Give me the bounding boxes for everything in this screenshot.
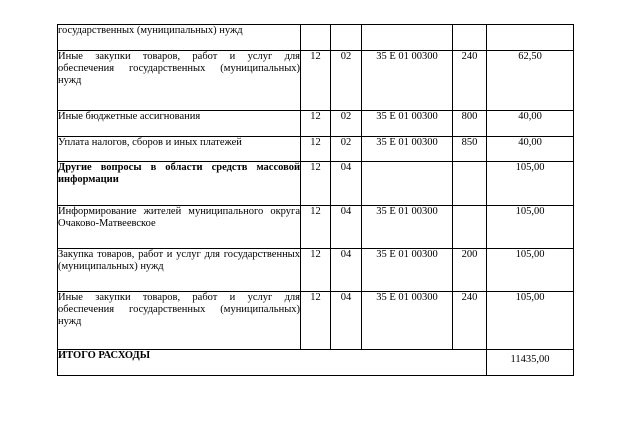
- budget-table: [57, 24, 574, 376]
- row-razdel: 12: [301, 206, 331, 249]
- row-sum: 62,50: [487, 51, 574, 111]
- row-tsr: 35 Е 01 00300: [362, 51, 453, 111]
- row-sum: 105,00: [487, 249, 574, 292]
- row-podrazdel: 02: [331, 111, 362, 137]
- table-row: [58, 292, 574, 350]
- total-sum: 11435,00: [487, 350, 574, 376]
- table-body: [58, 25, 574, 376]
- row-name: Иные бюджетные ассигнования: [58, 111, 301, 137]
- row-tsr: 35 Е 01 00300: [362, 292, 453, 350]
- row-tsr: 35 Е 01 00300: [362, 111, 453, 137]
- total-row: [58, 350, 574, 376]
- row-razdel: [301, 25, 331, 51]
- row-podrazdel: 04: [331, 206, 362, 249]
- row-tsr: 35 Е 01 00300: [362, 249, 453, 292]
- row-sum: 105,00: [487, 292, 574, 350]
- row-sum: 40,00: [487, 111, 574, 137]
- row-vr: 850: [453, 137, 487, 162]
- row-razdel: 12: [301, 137, 331, 162]
- row-name: Уплата налогов, сборов и иных платежей: [58, 137, 301, 162]
- row-razdel: 12: [301, 292, 331, 350]
- row-sum: 105,00: [487, 162, 574, 206]
- row-tsr: [362, 25, 453, 51]
- table-row: [58, 206, 574, 249]
- table-row: [58, 162, 574, 206]
- row-tsr: [362, 162, 453, 206]
- row-razdel: 12: [301, 51, 331, 111]
- total-label: ИТОГО РАСХОДЫ: [58, 350, 487, 376]
- row-podrazdel: 02: [331, 137, 362, 162]
- row-razdel: 12: [301, 249, 331, 292]
- row-sum: 105,00: [487, 206, 574, 249]
- row-name: Закупка товаров, работ и услуг для государственных (муниципальных) нужд: [58, 249, 301, 292]
- row-tsr: 35 Е 01 00300: [362, 206, 453, 249]
- row-name: Информирование жителей муниципального округа Очаково-Матвеевское: [58, 206, 301, 249]
- row-podrazdel: 04: [331, 249, 362, 292]
- row-podrazdel: 02: [331, 51, 362, 111]
- row-name: Иные закупки товаров, работ и услуг для обеспечения государственных (муниципальных) нужд: [58, 292, 301, 350]
- row-vr: [453, 162, 487, 206]
- row-name: Другие вопросы в области средств массовой информации: [58, 162, 301, 206]
- row-vr: 800: [453, 111, 487, 137]
- row-name: Иные закупки товаров, работ и услуг для обеспечения государственных (муниципальных) нужд: [58, 51, 301, 111]
- row-podrazdel: [331, 25, 362, 51]
- row-podrazdel: 04: [331, 162, 362, 206]
- row-vr: 200: [453, 249, 487, 292]
- row-sum: [487, 25, 574, 51]
- row-vr: 240: [453, 292, 487, 350]
- table-row: [58, 111, 574, 137]
- table-row: [58, 51, 574, 111]
- row-vr: [453, 25, 487, 51]
- table-row: [58, 137, 574, 162]
- row-tsr: 35 Е 01 00300: [362, 137, 453, 162]
- row-vr: [453, 206, 487, 249]
- table-row: [58, 25, 574, 51]
- row-podrazdel: 04: [331, 292, 362, 350]
- row-sum: 40,00: [487, 137, 574, 162]
- table-row: [58, 249, 574, 292]
- row-razdel: 12: [301, 111, 331, 137]
- row-vr: 240: [453, 51, 487, 111]
- row-name: государственных (муниципальных) нужд: [58, 25, 301, 51]
- row-razdel: 12: [301, 162, 331, 206]
